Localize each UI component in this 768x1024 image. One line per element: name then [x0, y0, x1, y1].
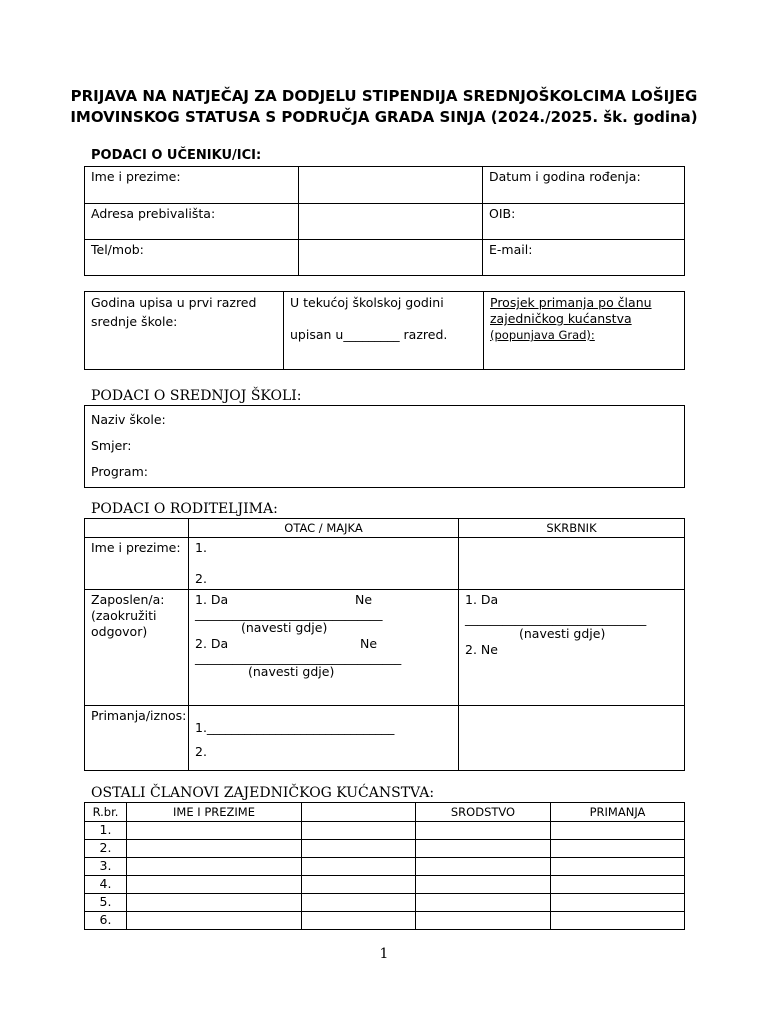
- average-income-label-3: (popunjava Grad):: [490, 328, 595, 342]
- household-extra-cell[interactable]: [302, 912, 416, 930]
- col-blank-header: [302, 803, 416, 822]
- school-direction-label: Smjer:: [91, 438, 132, 453]
- household-income-cell[interactable]: [551, 822, 685, 840]
- household-extra-cell[interactable]: [302, 822, 416, 840]
- household-extra-cell[interactable]: [302, 858, 416, 876]
- household-income-cell[interactable]: [551, 912, 685, 930]
- title-line-1: PRIJAVA NA NATJEČAJ ZA DODJELU STIPENDIJA SREDNJOŠKOLCIMA LOŠIJEG: [70, 87, 698, 105]
- employed-label-3: odgovor): [91, 624, 148, 639]
- household-extra-cell[interactable]: [302, 876, 416, 894]
- employed-label-cell: [85, 590, 189, 706]
- parent-name-cell[interactable]: [189, 538, 459, 590]
- household-row-number: 4.: [85, 876, 127, 894]
- household-row-number: 1.: [85, 822, 127, 840]
- guardian-employment-cell[interactable]: [459, 590, 685, 706]
- parent2-employer-note: (navesti gdje): [248, 664, 335, 679]
- name-label: Ime i prezime:: [85, 167, 299, 204]
- name-field[interactable]: [299, 167, 483, 204]
- address-field[interactable]: [299, 204, 483, 240]
- household-row-number: 6.: [85, 912, 127, 930]
- household-name-cell[interactable]: [127, 840, 302, 858]
- household-income-cell[interactable]: [551, 858, 685, 876]
- household-name-cell[interactable]: [127, 876, 302, 894]
- parent-income-2: 2.: [195, 744, 207, 759]
- parent-income-1: 1.______________________________: [195, 720, 395, 735]
- household-relation-cell[interactable]: [416, 876, 551, 894]
- col-parent-header: OTAC / MAJKA: [189, 519, 459, 538]
- household-row: [85, 822, 685, 840]
- dob-label: Datum i godina rođenja:: [483, 167, 685, 204]
- school-section-heading: PODACI O SREDNJOJ ŠKOLI:: [91, 388, 302, 404]
- parent-employment-cell[interactable]: [189, 590, 459, 706]
- col-rbr-header: R.br.: [85, 803, 127, 822]
- col-name-header: IME I PREZIME: [127, 803, 302, 822]
- household-relation-cell[interactable]: [416, 858, 551, 876]
- household-name-cell[interactable]: [127, 858, 302, 876]
- guardian-income-cell[interactable]: [459, 706, 685, 771]
- household-income-cell[interactable]: [551, 876, 685, 894]
- parent1-employed-yes[interactable]: 1. Da: [195, 592, 229, 607]
- school-info-cell[interactable]: [85, 406, 685, 488]
- parent-income-cell[interactable]: [189, 706, 459, 771]
- col-income-header: PRIMANJA: [551, 803, 685, 822]
- household-relation-cell[interactable]: [416, 840, 551, 858]
- parent-name-label: Ime i prezime:: [85, 538, 189, 590]
- household-extra-cell[interactable]: [302, 840, 416, 858]
- title-line-2: IMOVINSKOG STATUSA S PODRUČJA GRADA SINJA (2024./2025. šk. godina): [70, 108, 698, 126]
- household-row: [85, 858, 685, 876]
- household-row: [85, 840, 685, 858]
- current-grade-label-2: upisan u_________ razred.: [290, 327, 448, 342]
- phone-field[interactable]: [299, 240, 483, 276]
- enrollment-table: [84, 291, 685, 370]
- school-program-label: Program:: [91, 464, 148, 479]
- parent1-employer-note: (navesti gdje): [241, 620, 328, 635]
- address-label: Adresa prebivališta:: [85, 204, 299, 240]
- parent-name-2: 2.: [195, 571, 207, 586]
- household-row-number: 3.: [85, 858, 127, 876]
- household-section-heading: OSTALI ČLANOVI ZAJEDNIČKOG KUĆANSTVA:: [91, 785, 435, 801]
- guardian-employed-yes[interactable]: 1. Da: [465, 592, 499, 607]
- parent2-employed-no[interactable]: Ne: [360, 636, 378, 651]
- household-extra-cell[interactable]: [302, 894, 416, 912]
- school-table: [84, 405, 685, 488]
- page-number: 1: [379, 946, 389, 962]
- guardian-employer-note: (navesti gdje): [519, 626, 606, 641]
- household-row: [85, 912, 685, 930]
- income-label: Primanja/iznos:: [85, 706, 189, 771]
- guardian-employer-line: _____________________________: [465, 611, 647, 626]
- school-name-label: Naziv škole:: [91, 412, 166, 427]
- col-guardian-header: SKRBNIK: [459, 519, 685, 538]
- household-name-cell[interactable]: [127, 912, 302, 930]
- parent2-employer-line: _________________________________: [195, 650, 402, 665]
- guardian-name-cell[interactable]: [459, 538, 685, 590]
- household-name-cell[interactable]: [127, 822, 302, 840]
- household-row: [85, 876, 685, 894]
- household-income-cell[interactable]: [551, 840, 685, 858]
- household-relation-cell[interactable]: [416, 822, 551, 840]
- household-row-number: 5.: [85, 894, 127, 912]
- document-title: [60, 86, 708, 128]
- parents-table: [84, 518, 685, 771]
- enrollment-year-label-1: Godina upisa u prvi razred: [91, 295, 257, 310]
- household-row: [85, 894, 685, 912]
- average-income-cell: [484, 292, 685, 370]
- parent-name-1: 1.: [195, 540, 207, 555]
- average-income-label-2: zajedničkog kućanstva: [490, 311, 632, 326]
- household-relation-cell[interactable]: [416, 894, 551, 912]
- employed-label-1: Zaposlen/a:: [91, 592, 165, 607]
- household-income-cell[interactable]: [551, 894, 685, 912]
- average-income-label-1: Prosjek primanja po članu: [490, 295, 652, 310]
- household-name-cell[interactable]: [127, 894, 302, 912]
- col-relation-header: SRODSTVO: [416, 803, 551, 822]
- parent1-employed-no[interactable]: Ne: [355, 592, 373, 607]
- student-section-heading: PODACI O UČENIKU/ICI:: [91, 148, 262, 163]
- parent1-employer-line: ______________________________: [195, 606, 383, 621]
- enrollment-year-cell: [85, 292, 284, 370]
- employed-label-2: (zaokružiti: [91, 608, 157, 623]
- household-row-number: 2.: [85, 840, 127, 858]
- guardian-employed-no[interactable]: 2. Ne: [465, 642, 498, 657]
- parents-corner-cell: [85, 519, 189, 538]
- parent2-employed-yes[interactable]: 2. Da: [195, 636, 229, 651]
- oib-label: OIB:: [483, 204, 685, 240]
- household-table: [84, 802, 685, 930]
- phone-label: Tel/mob:: [85, 240, 299, 276]
- parents-section-heading: PODACI O RODITELJIMA:: [91, 501, 278, 517]
- enrollment-year-label-2: srednje škole:: [91, 314, 178, 329]
- student-table: [84, 166, 685, 276]
- current-grade-label-1: U tekućoj školskoj godini: [290, 295, 444, 310]
- email-label: E-mail:: [483, 240, 685, 276]
- current-grade-cell: [284, 292, 484, 370]
- household-relation-cell[interactable]: [416, 912, 551, 930]
